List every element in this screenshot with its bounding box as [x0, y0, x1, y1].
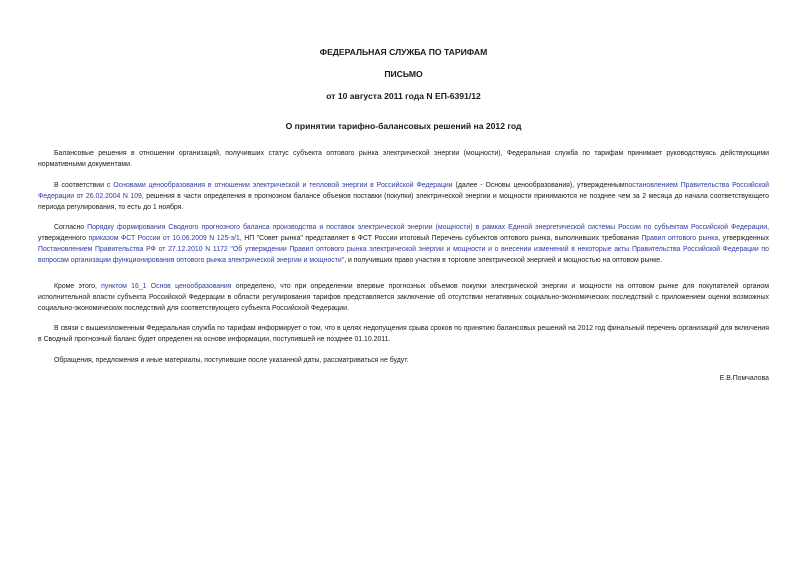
paragraph-3-text-4: , утвержденных	[718, 235, 769, 242]
link-pricing-principles[interactable]: Основами ценообразования в отношении электрической и тепловой энергии в Российской Федерации	[113, 182, 453, 189]
paragraph-4	[38, 281, 769, 314]
link-clause-16-1[interactable]: пунктом 16_1 Основ ценообразования	[101, 283, 232, 290]
paragraph-3-text-1: Согласно	[54, 224, 88, 231]
paragraph-2-text-2: (далее - Основы ценообразования), утвержденным	[452, 182, 625, 189]
date-number-heading: от 10 августа 2011 года N ЕП-6391/12	[326, 91, 481, 101]
link-wholesale-market-rules[interactable]: Правил оптового рынка	[641, 235, 719, 242]
subject-heading: О принятии тарифно-балансовых решений на 2012 год	[285, 121, 522, 131]
paragraph-4-text-1: Кроме этого,	[54, 283, 102, 290]
link-government-decree-109[interactable]: постановлением Правительства Российской Федерации от 26.02.2004 N 109	[38, 182, 769, 200]
signature: Е.В.Помчалова	[719, 375, 769, 382]
paragraph-6: Обращения, предложения и иные материалы, поступившие после указанной даты, рассматриваться не будут.	[54, 357, 409, 364]
paragraph-3-text-3: , НП "Совет рынка" представляет в ФСТ России итоговый Перечень субъектов оптового рынка, выполнивших требования	[239, 235, 642, 242]
paragraph-2-text-3: , решения в части определения в прогнозном балансе объемов поставки (покупки) электрической энергии и мощности принимаются не позднее чем за 2 месяца до начала соответствующего периода регулирования, то есть до 1 ноября.	[38, 193, 769, 211]
link-fst-order-125[interactable]: приказом ФСТ России от 10.06.2009 N 125-э/1	[88, 235, 240, 242]
link-balance-formation-order[interactable]: Порядку формирования Сводного прогнозного баланса производства и поставок электрической энергии (мощности) в рамках Единой энергетической системы России по субъектам Российской Федерации	[87, 224, 768, 231]
paragraph-2-text-1: В соответствии с	[54, 182, 114, 189]
paragraph-5: В связи с вышеизложенным Федеральная служба по тарифам информирует о том, что в целях недопущения срыва сроков по принятию балансовых решений на 2012 год финальный перечень организаций для включения в Сводный прогнозный баланс будет определен на основе информации, поступившей не позднее 01.10.2011.	[38, 325, 769, 343]
paragraph-3-text-2: , утвержденного	[38, 224, 769, 242]
paragraph-3-text-5: , и получивших право участия в торговле электрической энергией и мощностью на оптовом рынке.	[344, 257, 663, 264]
link-government-decree-1172[interactable]: Постановлением Правительства РФ от 27.12.2010 N 1172 "Об утверждении Правил оптового рынка электрической энергии и мощности и о внесении изменений в некоторые акты Правительства Российской Федерации по вопросам организации функционирования оптового рынка электрической энергии и мощности"	[38, 246, 769, 264]
paragraph-4-text-2: определено, что при определении впервые прогнозных объемов покупки электрической энергии и мощности на оптовом рынке для покупателей органом исполнительной власти субъекта Российской Федерации в области регулирования тарифов представляется заключение об отсутствии негативных социально-экономических последствий с приложением оценки возможных социально-экономических последствий для соответствующего субъекта Российской Федерации.	[38, 283, 770, 312]
document-type-heading: ПИСЬМО	[384, 69, 423, 79]
paragraph-2	[38, 180, 769, 213]
agency-heading: ФЕДЕРАЛЬНАЯ СЛУЖБА ПО ТАРИФАМ	[319, 47, 488, 57]
paragraph-3	[38, 222, 769, 266]
paragraph-1: Балансовые решения в отношении организаций, получивших статус субъекта оптового рынка электрической энергии (мощности), Федеральная служба по тарифам принимает руководствуясь действующими нормативными документами.	[38, 150, 769, 168]
